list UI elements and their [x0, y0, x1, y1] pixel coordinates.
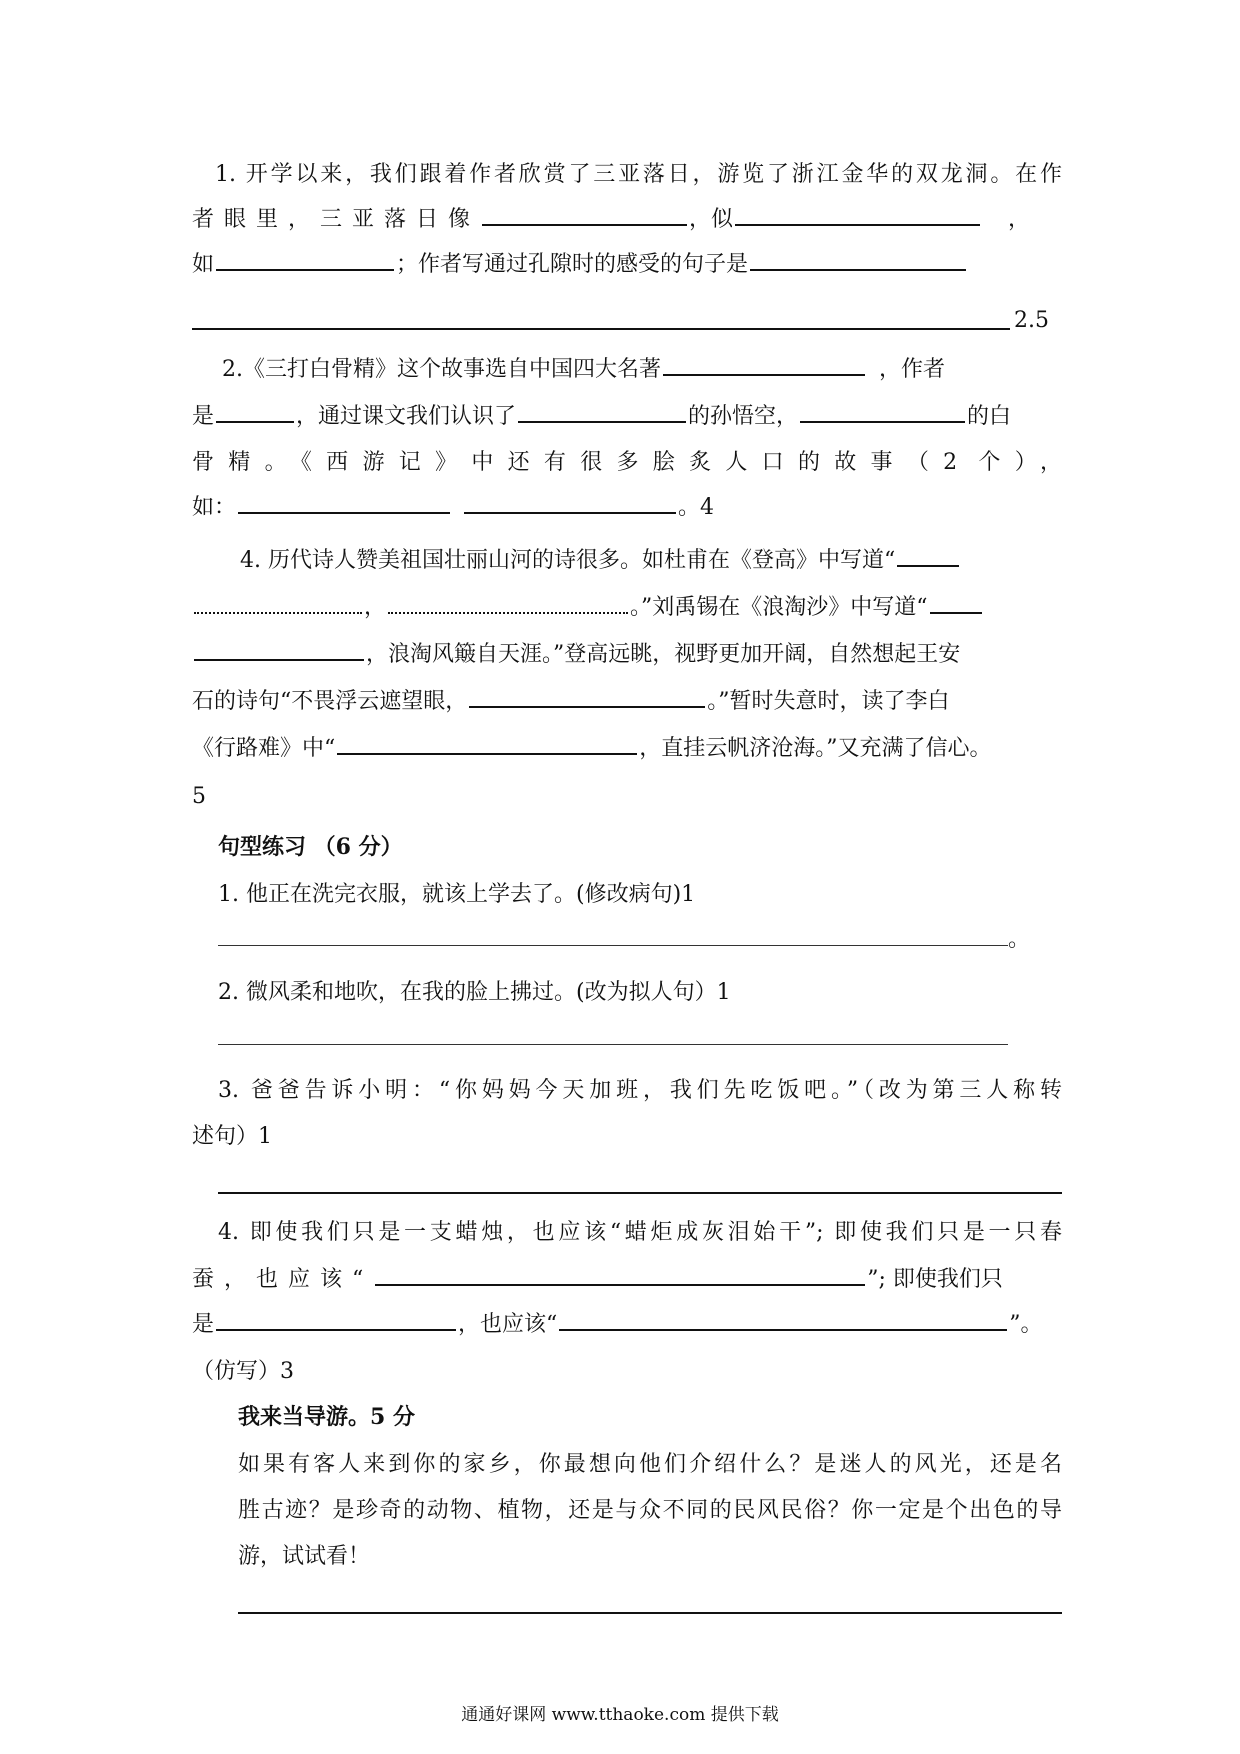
s1-answer-line[interactable] [218, 945, 1008, 946]
q1-score: 2.5 [1014, 308, 1049, 333]
q2-line2: 是 ，通过课文我们认识了 的孙悟空， 的白 [192, 404, 1012, 429]
s4-line3: 是 ，也应该“ ”。 [192, 1312, 1043, 1337]
q4-line4: 石的诗句“不畏浮云遮望眼， 。”暂时失意时，读了李白 [192, 689, 950, 714]
q4-line2: ， 。”刘禹锡在《浪淘沙》中写道“ [192, 593, 1062, 623]
q4-blank-denggao-b[interactable] [194, 612, 362, 614]
guide-p3: 游，试试看！ [238, 1544, 371, 1569]
q1-blank-like[interactable] [482, 224, 687, 226]
s3-line1: 3. 爸爸告诉小明：“你妈妈今天加班，我们先吃饭吧。”（改为第三人称转 [218, 1078, 1062, 1103]
guide-p2: 胜古迹？是珍奇的动物、植物，还是与众不同的民风民俗？你一定是个出色的导 [238, 1498, 1062, 1523]
q2-blank-author[interactable] [216, 421, 294, 423]
q4-blank-langtaosha-b[interactable] [194, 659, 364, 661]
section-guide-title: 我来当导游。5 分 [238, 1404, 415, 1430]
s4-line2: 蚕，也应该“ ”; 即使我们只 [192, 1267, 1003, 1292]
section-sentence-title: 句型练习 （6 分） [218, 834, 403, 860]
s4-blank-silkworm[interactable] [375, 1284, 865, 1286]
q4-line5: 《行路难》中“ ，直挂云帆济沧海。”又充满了信心。 [192, 736, 992, 761]
s3-line2: 述句）1 [192, 1124, 272, 1149]
s4-blank-thing[interactable] [216, 1329, 456, 1331]
q4-blank-denggao-c[interactable] [388, 612, 628, 614]
q4-blank-denggao-a[interactable] [897, 565, 959, 567]
s4-line1: 4. 即使我们只是一支蜡烛，也应该“蜡炬成灰泪始干”; 即使我们只是一只春 [218, 1220, 1062, 1245]
q2-blank-demon[interactable] [800, 421, 965, 423]
q1-blank-sentence[interactable] [750, 269, 966, 271]
q4-blank-libai[interactable] [337, 753, 637, 755]
q1-line3: 如 ；作者写通过孔隙时的感受的句子是 [192, 250, 1062, 280]
q4-blank-wanganshi[interactable] [469, 706, 705, 708]
q2-blank-story1[interactable] [238, 512, 450, 514]
q4-line3: ，浪淘风簸自天涯。”登高远眺，视野更加开阔，自然想起王安 [192, 640, 1062, 670]
s1-end-mark: 。 [1008, 927, 1031, 952]
q2-blank-wukong[interactable] [518, 421, 686, 423]
guide-answer-line[interactable] [238, 1612, 1062, 1614]
q1-blank-as[interactable] [216, 269, 394, 271]
q1-line2: 者眼里，三亚落日像 ，似 ， [192, 207, 1031, 232]
s3-answer-line[interactable] [218, 1192, 1062, 1194]
q2-blank-classic[interactable] [663, 374, 865, 376]
page-footer: 通通好课网 www.tthaoke.com 提供下载 [461, 1705, 779, 1725]
q4-score: 5 [192, 784, 206, 809]
guide-p1: 如果有客人来到你的家乡，你最想向他们介绍什么？是迷人的风光，还是名 [238, 1452, 1062, 1477]
q4-line1: 4. 历代诗人赞美祖国壮丽山河的诗很多。如杜甫在《登高》中写道“ [192, 546, 1062, 576]
s1-text: 1. 他正在洗完衣服，就该上学去了。(修改病句)1 [218, 882, 696, 907]
q1-blank-seem[interactable] [735, 224, 980, 226]
q2-line4: 如： 。4 [192, 495, 715, 520]
q2-blank-story2[interactable] [464, 512, 676, 514]
q2-line3: 骨精。《西游记》中还有很多脍炙人口的故事（2 个）， [192, 450, 1062, 475]
s4-line4: （仿写）3 [192, 1359, 294, 1384]
s4-blank-should[interactable] [559, 1329, 1007, 1331]
q2-line1: 2.《三打白骨精》这个故事选自中国四大名著 ，作者 [222, 357, 946, 382]
s2-answer-line[interactable] [218, 1044, 1008, 1045]
s2-text: 2. 微风柔和地吹，在我的脸上拂过。(改为拟人句）1 [218, 980, 731, 1005]
q1-answer-line[interactable] [192, 328, 1010, 330]
q4-blank-langtaosha-a[interactable] [930, 612, 982, 614]
q1-line1: 1. 开学以来，我们跟着作者欣赏了三亚落日，游览了浙江金华的双龙洞。在作 [215, 162, 1062, 187]
